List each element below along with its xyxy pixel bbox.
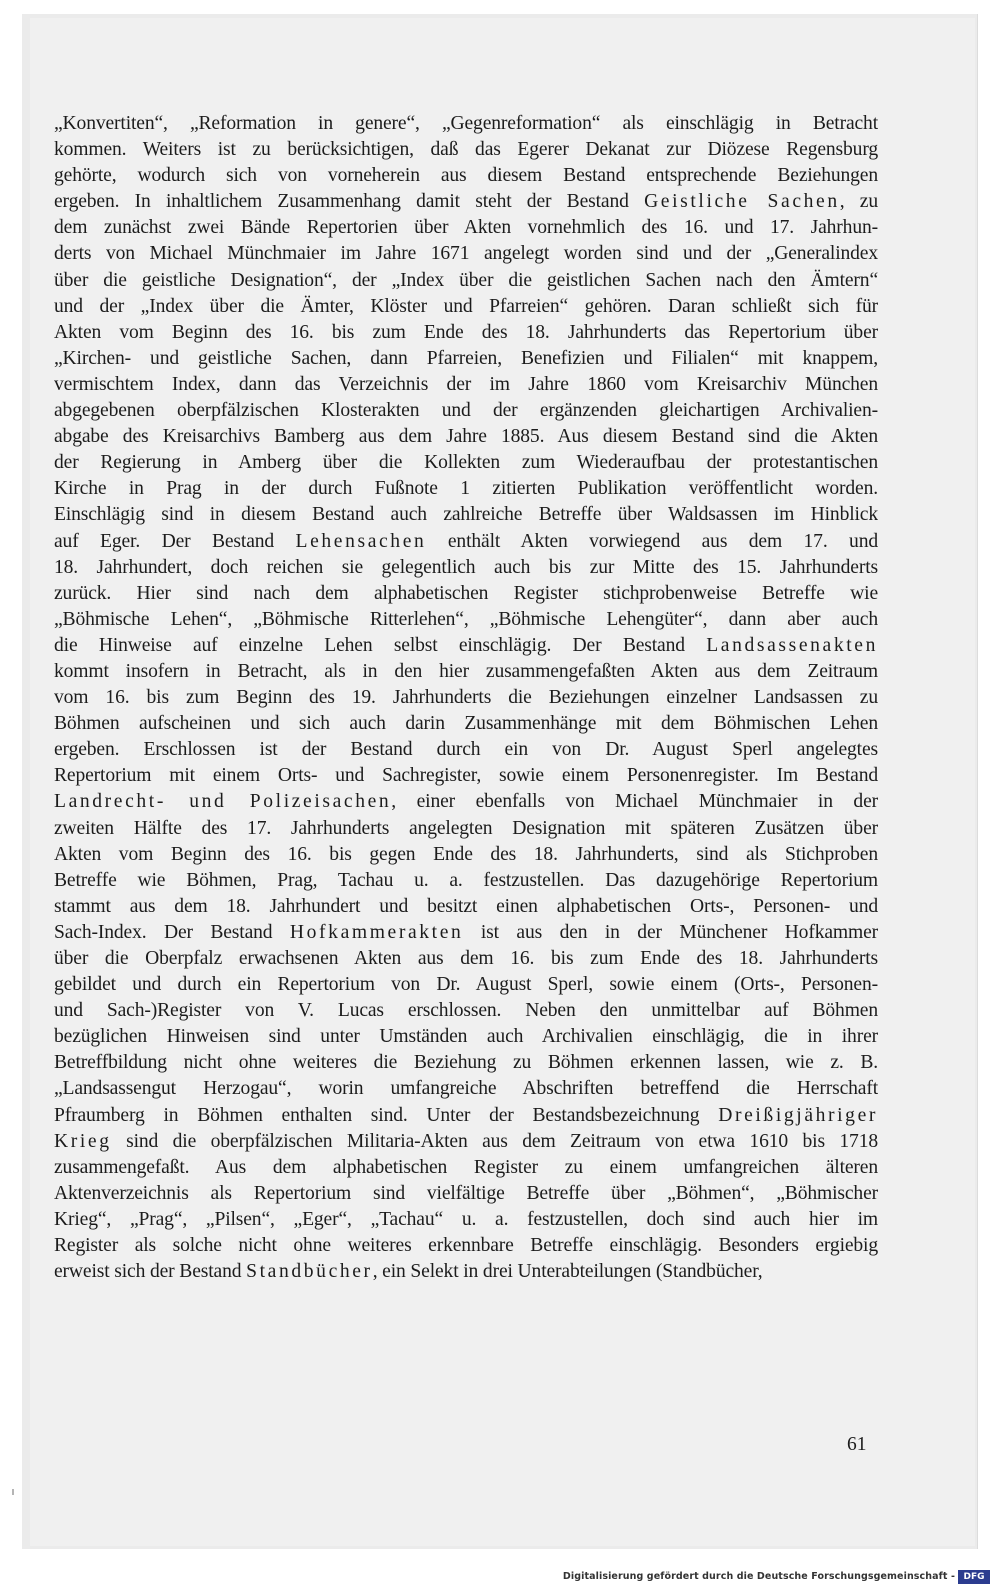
text-line: „Landsassengut Herzogau“, worin umfangreiche Abschriften betreffend die Herrschaft [54, 1078, 878, 1100]
text-line: Akten vom Beginn des 16. bis zum Ende des 18. Jahrhunderts das Repertorium über [54, 321, 878, 343]
text-line: vom 16. bis zum Beginn des 19. Jahrhunderts die Beziehungen einzelner Landsassen zu [54, 687, 878, 709]
spaced-term: Lehensachen [295, 530, 427, 552]
text-line: 18. Jahrhundert, doch reichen sie gelegentlich auch bis zur Mitte des 15. Jahrhunderts [54, 556, 878, 578]
text-line: derts von Michael Münchmaier im Jahre 1671 angelegt worden sind und der „Generalindex [54, 243, 878, 265]
text-line: zurück. Hier sind nach dem alphabetischen Register stichprobenweise Betreffe wie [54, 582, 878, 604]
scan-speck [12, 1489, 14, 1495]
spaced-term: Standbücher [246, 1261, 373, 1283]
text-line: Sach-Index. Der Bestand Hofkammerakten ist aus den in der Münchener Hofkammer [54, 921, 878, 943]
spaced-term: Dreißigjähriger [718, 1104, 878, 1126]
text-line: und Sach-)Register von V. Lucas erschlossen. Neben den unmittelbar auf Böhmen [54, 1000, 878, 1022]
text-line: „Böhmische Lehen“, „Böhmische Ritterlehen“, „Böhmische Lehengüter“, dann aber auch [54, 608, 878, 630]
text-line: Kirche in Prag in der durch Fußnote 1 zitierten Publikation veröffentlicht worden. [54, 478, 878, 500]
text-line: Krieg sind die oberpfälzischen Militaria-Akten aus dem Zeitraum von etwa 1610 bis 1718 [54, 1130, 878, 1152]
text-line: kommen. Weiters ist zu berücksichtigen, daß das Egerer Dekanat zur Diözese Regensburg [54, 139, 878, 161]
spaced-term: Krieg [54, 1130, 112, 1152]
text-line: die Hinweise auf einzelne Lehen selbst einschlägig. Der Bestand Landsassenakten [54, 634, 878, 656]
text-line: Landrecht- und Polizeisachen, einer ebenfalls von Michael Münchmaier in der [54, 791, 878, 813]
text-line: vermischtem Index, dann das Verzeichnis der im Jahre 1860 vom Kreisarchiv München [54, 373, 878, 395]
text-line: zusammengefaßt. Aus dem alphabetischen Register zu einem umfangreichen älteren [54, 1156, 878, 1178]
text-line: ergeben. In inhaltlichem Zusammenhang damit steht der Bestand Geistliche Sachen, zu [54, 191, 878, 213]
text-line: Betreffe wie Böhmen, Prag, Tachau u. a. festzustellen. Das dazugehörige Repertorium [54, 869, 878, 891]
page-number: 61 [847, 1434, 867, 1455]
text-line: kommt insofern in Betracht, als in den hier zusammengefaßten Akten aus dem Zeitraum [54, 660, 878, 682]
text-line: Aktenverzeichnis als Repertorium sind vielfältige Betreffe über „Böhmen“, „Böhmischer [54, 1182, 878, 1204]
text-line: Krieg“, „Prag“, „Pilsen“, „Eger“, „Tachau“ u. a. festzustellen, doch sind auch hier im [54, 1208, 878, 1230]
text-line: gehörte, wodurch sich von vorneherein aus diesem Bestand entsprechende Beziehungen [54, 165, 878, 187]
spaced-term: Landsassenakten [706, 634, 878, 656]
text-line: über die geistliche Designation“, der „Index über die geistlichen Sachen nach den Ämtern“ [54, 269, 878, 291]
text-line: Repertorium mit einem Orts- und Sachregister, sowie einem Personenregister. Im Bestand [54, 765, 878, 787]
text-line: ergeben. Erschlossen ist der Bestand durch ein von Dr. August Sperl angelegtes [54, 739, 878, 761]
text-line: „Kirchen- und geistliche Sachen, dann Pfarreien, Benefizien und Filialen“ mit knappem, [54, 347, 878, 369]
text-line: der Regierung in Amberg über die Kollekten zum Wiederaufbau der protestantischen [54, 452, 878, 474]
text-line: „Konvertiten“, „Reformation in genere“, „Gegenreformation“ als einschlägig in Betracht [54, 113, 878, 134]
text-line: abgegebenen oberpfälzischen Klosterakten und der ergänzenden gleichartigen Archivalien- [54, 400, 878, 422]
body-text [54, 111, 878, 1285]
text-line: gebildet und durch ein Repertorium von Dr. August Sperl, sowie einem (Orts-, Personen- [54, 974, 878, 996]
footer-credit: Digitalisierung gefördert durch die Deutsche Forschungsgemeinschaft - [562, 1571, 955, 1582]
text-line: Pfraumberg in Böhmen enthalten sind. Unter der Bestandsbezeichnung Dreißigjähriger [54, 1104, 878, 1126]
text-line: stammt aus dem 18. Jahrhundert und besitzt einen alphabetischen Orts-, Personen- und [54, 895, 878, 917]
text-line: und der „Index über die Ämter, Klöster und Pfarreien“ gehören. Daran schließt sich für [54, 295, 878, 317]
text-line: erweist sich der Bestand Standbücher, ein Selekt in drei Unterabteilungen (Standbücher, [54, 1261, 763, 1283]
text-line: abgabe des Kreisarchivs Bamberg aus dem Jahre 1885. Aus diesem Bestand sind die Akten [54, 426, 878, 448]
text-line: auf Eger. Der Bestand Lehensachen enthält Akten vorwiegend aus dem 17. und [54, 530, 878, 552]
spaced-term: Hofkammerakten [289, 921, 464, 943]
dfg-logo: DFG [958, 1570, 990, 1584]
spaced-term: Geistliche Sachen [644, 191, 840, 213]
text-line: dem zunächst zwei Bände Repertorien über Akten vornehmlich des 16. und 17. Jahrhun- [54, 217, 878, 239]
text-line: zweiten Hälfte des 17. Jahrhunderts angelegten Designation mit späteren Zusätzen über [54, 817, 878, 839]
text-line: Betreffbildung nicht ohne weiteres die Beziehung zu Böhmen erkennen lassen, wie z. B. [54, 1052, 878, 1074]
text-line: über die Oberpfalz erwachsenen Akten aus dem 16. bis zum Ende des 18. Jahrhunderts [54, 948, 878, 969]
text-line: Einschlägig sind in diesem Bestand auch zahlreiche Betreffe über Waldsassen im Hinblick [54, 504, 878, 526]
text-line: Böhmen aufscheinen und sich auch darin Zusammenhänge mit dem Böhmischen Lehen [54, 713, 878, 735]
text-line: bezüglichen Hinweisen sind unter Umständen auch Archivalien einschlägig, die in ihrer [54, 1026, 878, 1048]
text-line: Akten vom Beginn des 16. bis gegen Ende des 18. Jahrhunderts, sind als Stichproben [54, 843, 878, 865]
spaced-term: Landrecht- und Polizeisachen [54, 791, 392, 813]
text-line: Register als solche nicht ohne weiteres erkennbare Betreffe einschlägig. Besonders ergiebig [54, 1235, 878, 1257]
